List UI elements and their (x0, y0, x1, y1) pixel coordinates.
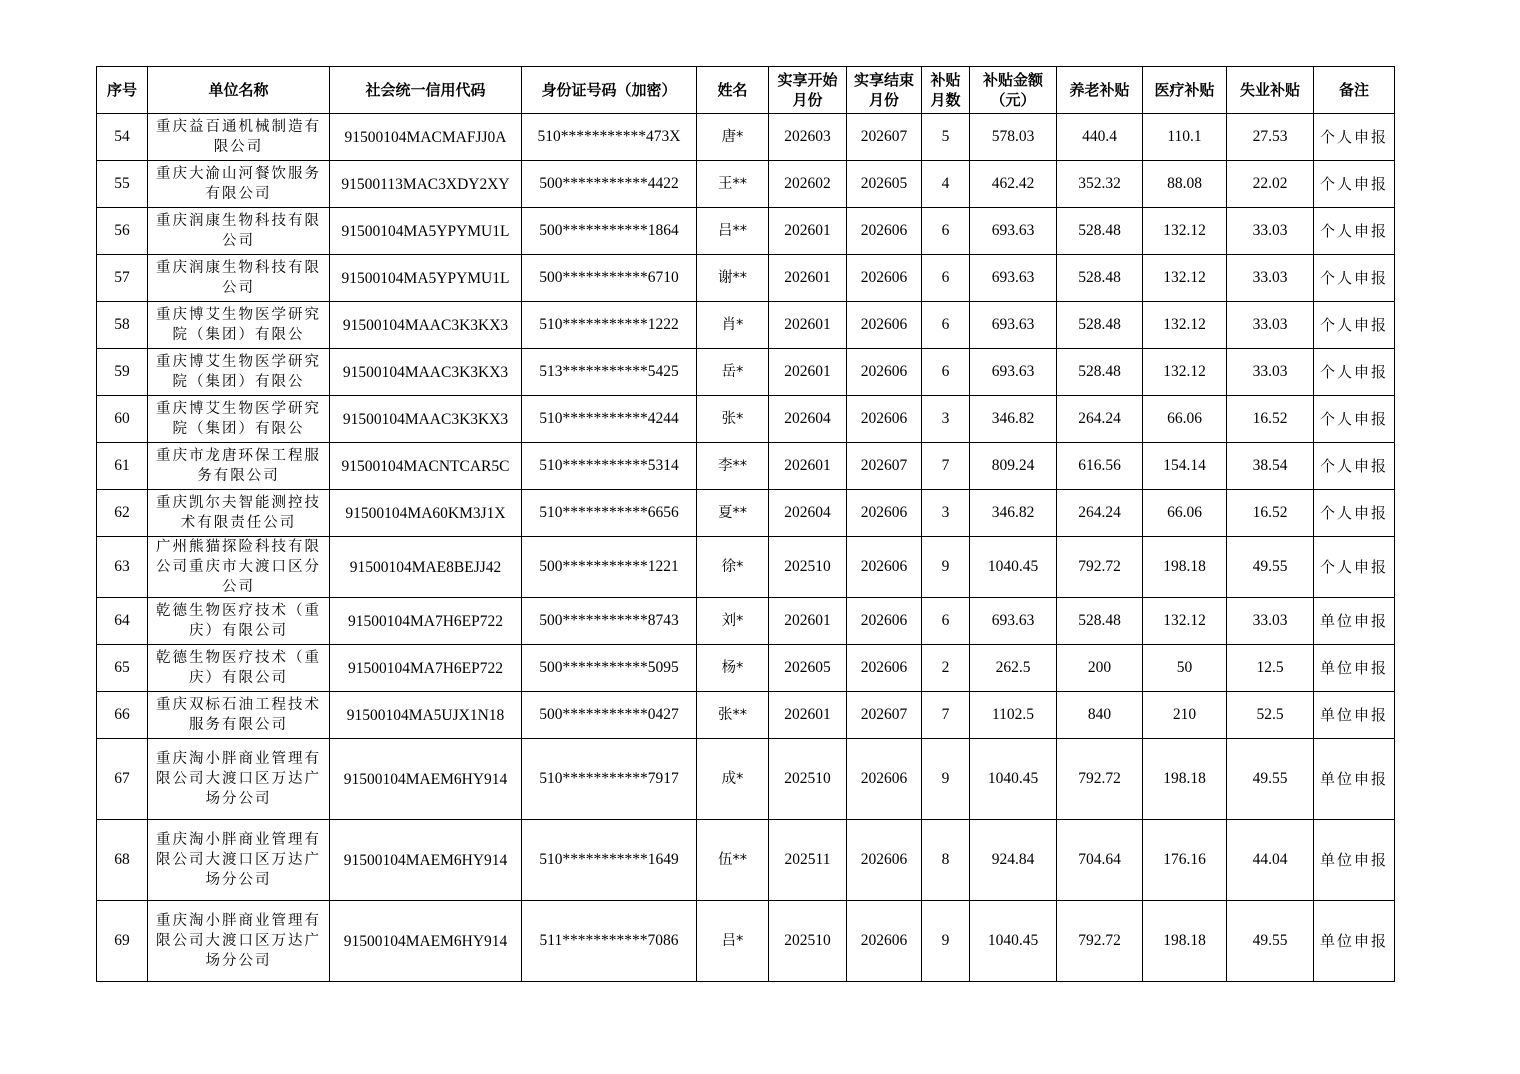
cell-note: 个人申报 (1314, 443, 1395, 490)
cell-amount: 262.5 (970, 645, 1057, 692)
cell-note: 个人申报 (1314, 490, 1395, 537)
cell-start-month: 202601 (769, 255, 847, 302)
cell-note: 单位申报 (1314, 692, 1395, 739)
cell-start-month: 202601 (769, 598, 847, 645)
table-body (97, 114, 1395, 982)
cell-end-month: 202606 (847, 820, 922, 901)
cell-no: 66 (97, 692, 148, 739)
cell-amount: 346.82 (970, 396, 1057, 443)
col-header-medical: 医疗补贴 (1143, 67, 1227, 114)
cell-person-name: 刘* (697, 598, 769, 645)
cell-credit-code: 91500104MA5YPYMU1L (330, 208, 522, 255)
cell-months: 7 (922, 692, 970, 739)
table-row (97, 490, 1395, 537)
table-row (97, 645, 1395, 692)
cell-person-name: 李** (697, 443, 769, 490)
cell-medical: 210 (1143, 692, 1227, 739)
table-row (97, 208, 1395, 255)
table-row (97, 161, 1395, 208)
cell-months: 6 (922, 349, 970, 396)
cell-unemployment: 27.53 (1227, 114, 1314, 161)
cell-amount: 1040.45 (970, 537, 1057, 598)
cell-no: 57 (97, 255, 148, 302)
cell-person-name: 唐* (697, 114, 769, 161)
cell-note: 单位申报 (1314, 820, 1395, 901)
col-header-end-month: 实享结束月份 (847, 67, 922, 114)
cell-id-number: 510***********5314 (522, 443, 697, 490)
cell-unemployment: 33.03 (1227, 302, 1314, 349)
cell-end-month: 202607 (847, 692, 922, 739)
cell-credit-code: 91500104MA5YPYMU1L (330, 255, 522, 302)
cell-unit-name: 广州熊猫探险科技有限公司重庆市大渡口区分公司 (148, 537, 330, 598)
cell-medical: 132.12 (1143, 208, 1227, 255)
cell-pension: 616.56 (1057, 443, 1143, 490)
cell-unit-name: 重庆博艾生物医学研究院（集团）有限公 (148, 349, 330, 396)
cell-id-number: 511***********7086 (522, 901, 697, 982)
cell-months: 9 (922, 901, 970, 982)
cell-end-month: 202606 (847, 490, 922, 537)
col-header-no: 序号 (97, 67, 148, 114)
cell-months: 6 (922, 598, 970, 645)
cell-id-number: 500***********6710 (522, 255, 697, 302)
cell-person-name: 成* (697, 739, 769, 820)
cell-medical: 198.18 (1143, 739, 1227, 820)
cell-unit-name: 重庆益百通机械制造有限公司 (148, 114, 330, 161)
cell-unemployment: 33.03 (1227, 255, 1314, 302)
table-row (97, 114, 1395, 161)
cell-start-month: 202601 (769, 349, 847, 396)
cell-end-month: 202606 (847, 208, 922, 255)
cell-unit-name: 重庆博艾生物医学研究院（集团）有限公 (148, 302, 330, 349)
cell-person-name: 肖* (697, 302, 769, 349)
cell-start-month: 202604 (769, 490, 847, 537)
cell-note: 单位申报 (1314, 598, 1395, 645)
cell-unemployment: 22.02 (1227, 161, 1314, 208)
cell-unit-name: 重庆淘小胖商业管理有限公司大渡口区万达广场分公司 (148, 739, 330, 820)
cell-id-number: 510***********1222 (522, 302, 697, 349)
col-header-unit: 单位名称 (148, 67, 330, 114)
cell-months: 3 (922, 396, 970, 443)
cell-end-month: 202606 (847, 901, 922, 982)
cell-no: 58 (97, 302, 148, 349)
cell-credit-code: 91500104MACNTCAR5C (330, 443, 522, 490)
cell-pension: 528.48 (1057, 349, 1143, 396)
cell-amount: 693.63 (970, 255, 1057, 302)
table-row (97, 901, 1395, 982)
cell-credit-code: 91500104MA60KM3J1X (330, 490, 522, 537)
cell-person-name: 张* (697, 396, 769, 443)
table-row (97, 349, 1395, 396)
cell-credit-code: 91500104MAE8BEJJ42 (330, 537, 522, 598)
cell-end-month: 202606 (847, 349, 922, 396)
cell-medical: 66.06 (1143, 490, 1227, 537)
table-row (97, 739, 1395, 820)
cell-unit-name: 重庆大渝山河餐饮服务有限公司 (148, 161, 330, 208)
cell-pension: 792.72 (1057, 537, 1143, 598)
cell-end-month: 202606 (847, 396, 922, 443)
cell-medical: 198.18 (1143, 901, 1227, 982)
cell-unit-name: 重庆凯尔夫智能测控技术有限责任公司 (148, 490, 330, 537)
cell-end-month: 202606 (847, 537, 922, 598)
cell-unemployment: 33.03 (1227, 208, 1314, 255)
cell-pension: 200 (1057, 645, 1143, 692)
cell-start-month: 202601 (769, 443, 847, 490)
cell-end-month: 202605 (847, 161, 922, 208)
cell-unemployment: 33.03 (1227, 598, 1314, 645)
cell-no: 56 (97, 208, 148, 255)
cell-person-name: 吕** (697, 208, 769, 255)
cell-start-month: 202601 (769, 208, 847, 255)
cell-months: 3 (922, 490, 970, 537)
cell-person-name: 岳* (697, 349, 769, 396)
cell-amount: 924.84 (970, 820, 1057, 901)
cell-unit-name: 乾德生物医疗技术（重庆）有限公司 (148, 598, 330, 645)
cell-amount: 693.63 (970, 302, 1057, 349)
cell-pension: 528.48 (1057, 598, 1143, 645)
cell-no: 63 (97, 537, 148, 598)
cell-person-name: 徐* (697, 537, 769, 598)
cell-unemployment: 16.52 (1227, 396, 1314, 443)
cell-unit-name: 重庆润康生物科技有限公司 (148, 255, 330, 302)
cell-pension: 528.48 (1057, 302, 1143, 349)
cell-unemployment: 52.5 (1227, 692, 1314, 739)
cell-person-name: 伍** (697, 820, 769, 901)
cell-credit-code: 91500113MAC3XDY2XY (330, 161, 522, 208)
cell-start-month: 202510 (769, 901, 847, 982)
cell-unemployment: 49.55 (1227, 739, 1314, 820)
cell-pension: 264.24 (1057, 490, 1143, 537)
cell-id-number: 500***********1864 (522, 208, 697, 255)
cell-unit-name: 重庆博艾生物医学研究院（集团）有限公 (148, 396, 330, 443)
cell-start-month: 202604 (769, 396, 847, 443)
cell-pension: 792.72 (1057, 901, 1143, 982)
col-header-id-number: 身份证号码（加密） (522, 67, 697, 114)
cell-medical: 50 (1143, 645, 1227, 692)
col-header-unemployment: 失业补贴 (1227, 67, 1314, 114)
cell-credit-code: 91500104MAAC3K3KX3 (330, 396, 522, 443)
cell-id-number: 500***********5095 (522, 645, 697, 692)
cell-pension: 528.48 (1057, 208, 1143, 255)
cell-amount: 346.82 (970, 490, 1057, 537)
cell-end-month: 202607 (847, 114, 922, 161)
cell-unit-name: 重庆市龙唐环保工程服务有限公司 (148, 443, 330, 490)
cell-id-number: 500***********0427 (522, 692, 697, 739)
cell-note: 个人申报 (1314, 161, 1395, 208)
cell-id-number: 510***********473X (522, 114, 697, 161)
cell-id-number: 510***********6656 (522, 490, 697, 537)
cell-amount: 1040.45 (970, 901, 1057, 982)
cell-credit-code: 91500104MAAC3K3KX3 (330, 302, 522, 349)
cell-medical: 88.08 (1143, 161, 1227, 208)
cell-no: 61 (97, 443, 148, 490)
cell-months: 6 (922, 255, 970, 302)
cell-unit-name: 重庆淘小胖商业管理有限公司大渡口区万达广场分公司 (148, 820, 330, 901)
cell-months: 9 (922, 739, 970, 820)
cell-medical: 110.1 (1143, 114, 1227, 161)
cell-unemployment: 16.52 (1227, 490, 1314, 537)
table-row (97, 598, 1395, 645)
cell-amount: 462.42 (970, 161, 1057, 208)
cell-credit-code: 91500104MAEM6HY914 (330, 820, 522, 901)
col-header-credit-code: 社会统一信用代码 (330, 67, 522, 114)
cell-end-month: 202606 (847, 302, 922, 349)
cell-no: 64 (97, 598, 148, 645)
cell-months: 9 (922, 537, 970, 598)
cell-no: 65 (97, 645, 148, 692)
table-row (97, 537, 1395, 598)
cell-unit-name: 重庆淘小胖商业管理有限公司大渡口区万达广场分公司 (148, 901, 330, 982)
cell-start-month: 202510 (769, 739, 847, 820)
cell-id-number: 510***********1649 (522, 820, 697, 901)
cell-credit-code: 91500104MA7H6EP722 (330, 645, 522, 692)
table-row (97, 820, 1395, 901)
cell-amount: 1102.5 (970, 692, 1057, 739)
cell-end-month: 202607 (847, 443, 922, 490)
cell-amount: 693.63 (970, 349, 1057, 396)
cell-amount: 693.63 (970, 208, 1057, 255)
cell-unit-name: 重庆双标石油工程技术服务有限公司 (148, 692, 330, 739)
table-row (97, 692, 1395, 739)
cell-note: 个人申报 (1314, 255, 1395, 302)
cell-note: 单位申报 (1314, 901, 1395, 982)
cell-note: 单位申报 (1314, 645, 1395, 692)
cell-id-number: 510***********7917 (522, 739, 697, 820)
cell-unemployment: 44.04 (1227, 820, 1314, 901)
cell-months: 4 (922, 161, 970, 208)
cell-no: 54 (97, 114, 148, 161)
table-row (97, 396, 1395, 443)
cell-unemployment: 33.03 (1227, 349, 1314, 396)
col-header-amount: 补贴金额（元） (970, 67, 1057, 114)
cell-start-month: 202601 (769, 692, 847, 739)
cell-credit-code: 91500104MAEM6HY914 (330, 901, 522, 982)
cell-amount: 693.63 (970, 598, 1057, 645)
cell-start-month: 202511 (769, 820, 847, 901)
cell-amount: 578.03 (970, 114, 1057, 161)
cell-months: 8 (922, 820, 970, 901)
cell-no: 60 (97, 396, 148, 443)
cell-amount: 1040.45 (970, 739, 1057, 820)
subsidy-table (96, 66, 1395, 982)
table-row (97, 302, 1395, 349)
cell-person-name: 张** (697, 692, 769, 739)
cell-unit-name: 重庆润康生物科技有限公司 (148, 208, 330, 255)
cell-note: 个人申报 (1314, 114, 1395, 161)
cell-pension: 528.48 (1057, 255, 1143, 302)
cell-no: 55 (97, 161, 148, 208)
col-header-months: 补贴月数 (922, 67, 970, 114)
cell-unemployment: 49.55 (1227, 901, 1314, 982)
cell-end-month: 202606 (847, 255, 922, 302)
cell-credit-code: 91500104MACMAFJJ0A (330, 114, 522, 161)
cell-pension: 352.32 (1057, 161, 1143, 208)
cell-pension: 792.72 (1057, 739, 1143, 820)
cell-note: 个人申报 (1314, 302, 1395, 349)
cell-months: 7 (922, 443, 970, 490)
cell-id-number: 500***********4422 (522, 161, 697, 208)
cell-end-month: 202606 (847, 739, 922, 820)
cell-start-month: 202602 (769, 161, 847, 208)
cell-pension: 704.64 (1057, 820, 1143, 901)
cell-months: 2 (922, 645, 970, 692)
col-header-note: 备注 (1314, 67, 1395, 114)
cell-start-month: 202510 (769, 537, 847, 598)
table-row (97, 255, 1395, 302)
col-header-pension: 养老补贴 (1057, 67, 1143, 114)
cell-start-month: 202603 (769, 114, 847, 161)
col-header-start-month: 实享开始月份 (769, 67, 847, 114)
cell-credit-code: 91500104MAAC3K3KX3 (330, 349, 522, 396)
cell-unit-name: 乾德生物医疗技术（重庆）有限公司 (148, 645, 330, 692)
cell-note: 个人申报 (1314, 349, 1395, 396)
cell-pension: 440.4 (1057, 114, 1143, 161)
cell-medical: 154.14 (1143, 443, 1227, 490)
cell-end-month: 202606 (847, 645, 922, 692)
cell-credit-code: 91500104MA7H6EP722 (330, 598, 522, 645)
cell-no: 62 (97, 490, 148, 537)
cell-unemployment: 12.5 (1227, 645, 1314, 692)
cell-medical: 132.12 (1143, 255, 1227, 302)
cell-pension: 840 (1057, 692, 1143, 739)
table-header (97, 67, 1395, 114)
cell-end-month: 202606 (847, 598, 922, 645)
table-row (97, 443, 1395, 490)
cell-id-number: 513***********5425 (522, 349, 697, 396)
cell-credit-code: 91500104MAEM6HY914 (330, 739, 522, 820)
col-header-name: 姓名 (697, 67, 769, 114)
cell-no: 59 (97, 349, 148, 396)
cell-unemployment: 49.55 (1227, 537, 1314, 598)
cell-months: 5 (922, 114, 970, 161)
cell-id-number: 500***********8743 (522, 598, 697, 645)
cell-medical: 176.16 (1143, 820, 1227, 901)
cell-medical: 198.18 (1143, 537, 1227, 598)
cell-start-month: 202605 (769, 645, 847, 692)
cell-person-name: 吕* (697, 901, 769, 982)
cell-person-name: 杨* (697, 645, 769, 692)
cell-person-name: 夏** (697, 490, 769, 537)
cell-medical: 66.06 (1143, 396, 1227, 443)
cell-id-number: 510***********4244 (522, 396, 697, 443)
cell-medical: 132.12 (1143, 598, 1227, 645)
cell-medical: 132.12 (1143, 302, 1227, 349)
header-row (97, 67, 1395, 114)
cell-start-month: 202601 (769, 302, 847, 349)
cell-amount: 809.24 (970, 443, 1057, 490)
cell-person-name: 谢** (697, 255, 769, 302)
cell-months: 6 (922, 302, 970, 349)
cell-pension: 264.24 (1057, 396, 1143, 443)
cell-medical: 132.12 (1143, 349, 1227, 396)
cell-no: 69 (97, 901, 148, 982)
cell-credit-code: 91500104MA5UJX1N18 (330, 692, 522, 739)
cell-no: 68 (97, 820, 148, 901)
cell-unemployment: 38.54 (1227, 443, 1314, 490)
cell-note: 个人申报 (1314, 396, 1395, 443)
cell-note: 个人申报 (1314, 208, 1395, 255)
cell-note: 单位申报 (1314, 739, 1395, 820)
cell-no: 67 (97, 739, 148, 820)
cell-months: 6 (922, 208, 970, 255)
cell-id-number: 500***********1221 (522, 537, 697, 598)
cell-person-name: 王** (697, 161, 769, 208)
cell-note: 个人申报 (1314, 537, 1395, 598)
